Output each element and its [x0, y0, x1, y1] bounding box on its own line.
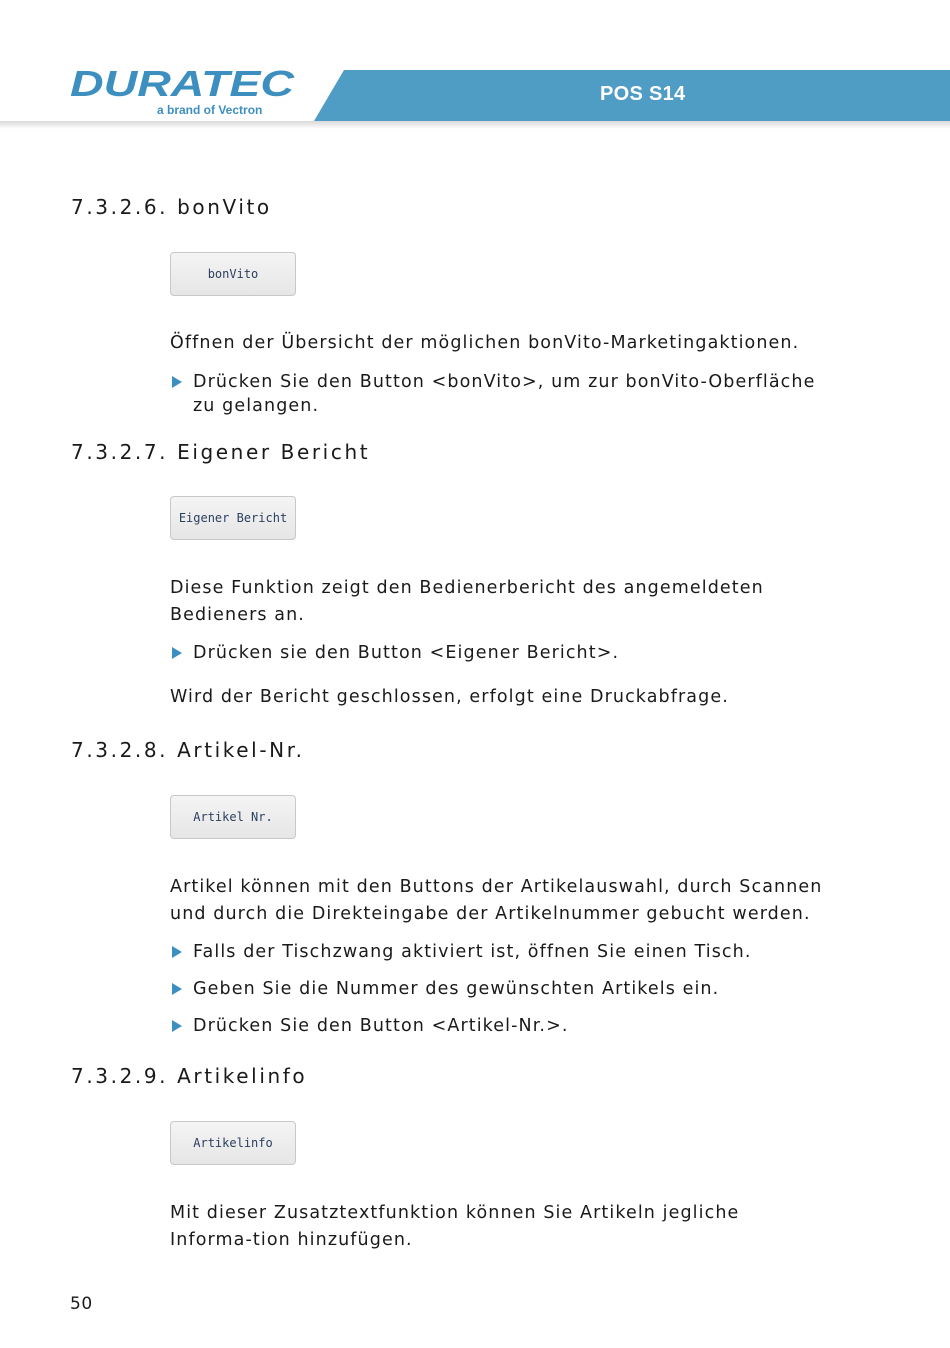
- paragraph-eigener-bericht: Diese Funktion zeigt den Bedienerbericht des angemeldeten Bedieners an.: [170, 578, 764, 625]
- duratec-logo: [70, 68, 296, 98]
- list-item: [170, 940, 830, 964]
- page-header: [0, 0, 950, 130]
- paragraph-artikelinfo: Mit dieser Zusatztextfunktion können Sie Artikeln jegliche Informa-tion hinzufügen.: [170, 1203, 740, 1250]
- section-heading-artikel-nr: 7.3.2.8. Artikel-Nr.: [71, 738, 305, 762]
- page-number: 50: [70, 1294, 93, 1314]
- bullet-triangle-icon: [172, 983, 182, 995]
- list-item-text: Drücken Sie den Button <Artikel-Nr.>.: [193, 1016, 569, 1036]
- list-item-text: Geben Sie die Nummer des gewünschten Artikels ein.: [193, 979, 720, 999]
- eigener-bericht-button[interactable]: Eigener Bericht: [170, 496, 296, 540]
- paragraph-druckabfrage: Wird der Bericht geschlossen, erfolgt eine Druckabfrage.: [170, 687, 729, 707]
- paragraph-artikel-nr: Artikel können mit den Buttons der Artikelauswahl, durch Scannen und durch die Direkteingabe der Artikelnummer gebucht werden.: [170, 877, 823, 924]
- list-item: [170, 1014, 830, 1038]
- list-item: [170, 370, 830, 418]
- artikel-nr-button[interactable]: Artikel Nr.: [170, 795, 296, 839]
- bullet-triangle-icon: [172, 946, 182, 958]
- artikelinfo-button[interactable]: Artikelinfo: [170, 1121, 296, 1165]
- bullet-triangle-icon: [172, 647, 182, 659]
- list-item-text: Drücken sie den Button <Eigener Bericht>.: [193, 643, 620, 663]
- list-item: [170, 641, 830, 665]
- header-shadow: [0, 121, 950, 129]
- list-item: [170, 977, 830, 1001]
- bullet-triangle-icon: [172, 376, 182, 388]
- list-item-text: Falls der Tischzwang aktiviert ist, öffnen Sie einen Tisch.: [193, 942, 752, 962]
- paragraph-bonvito: Öffnen der Übersicht der möglichen bonVito-Marketingaktionen.: [170, 333, 800, 353]
- bonvito-button[interactable]: bonVito: [170, 252, 296, 296]
- brand-subtitle: a brand of Vectron: [157, 103, 263, 117]
- logo-wordmark: DURATEC: [70, 68, 296, 98]
- section-heading-eigener-bericht: 7.3.2.7. Eigener Bericht: [71, 440, 371, 464]
- section-heading-bonvito: 7.3.2.6. bonVito: [71, 195, 272, 219]
- section-heading-artikelinfo: 7.3.2.9. Artikelinfo: [71, 1064, 308, 1088]
- product-title: POS S14: [600, 83, 686, 105]
- list-item-text: Drücken Sie den Button <bonVito>, um zur bonVito-Oberfläche zu gelangen.: [193, 372, 816, 416]
- bullet-triangle-icon: [172, 1020, 182, 1032]
